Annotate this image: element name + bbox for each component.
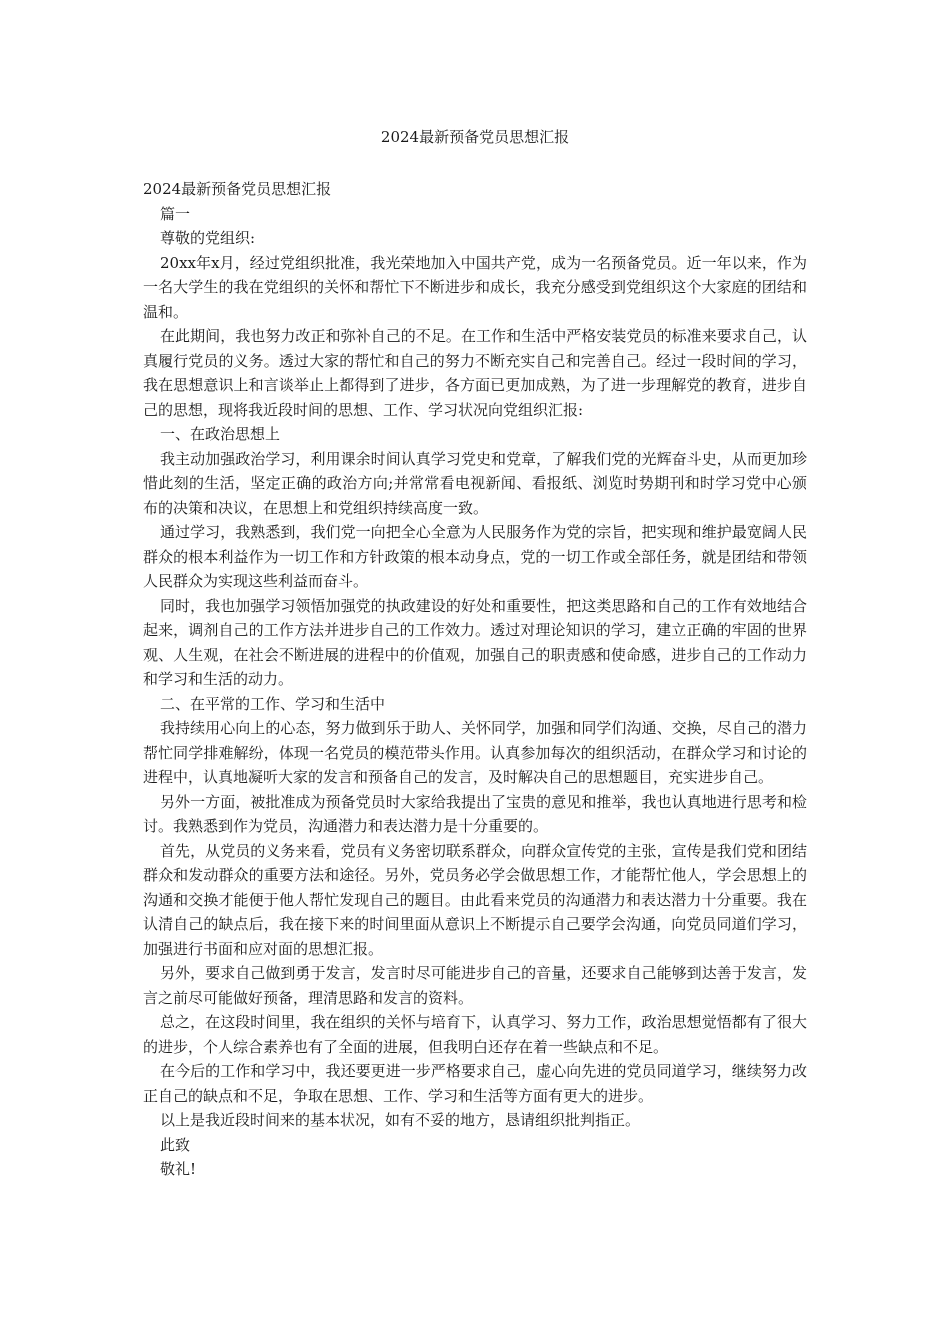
- document-title: 2024最新预备党员思想汇报: [380, 128, 570, 146]
- paragraph: 另外一方面，被批准成为预备党员时大家给我提出了宝贵的意见和推举，我也认真地进行思考和检讨。我熟悉到作为党员，沟通潜力和表达潜力是十分重要的。: [143, 792, 807, 835]
- paragraph: 20xx年x月，经过党组织批准，我光荣地加入中国共产党，成为一名预备党员。近一年以来，作为一名大学生的我在党组织的关怀和帮忙下不断进步和成长，我充分感受到党组织这个大家庭的团结和温和。: [143, 253, 807, 321]
- paragraph: 总之，在这段时间里，我在组织的关怀与培育下，认真学习、努力工作，政治思想觉悟都有了很大的进步，个人综合素养也有了全面的进展，但我明白还存在着一些缺点和不足。: [143, 1013, 807, 1056]
- document-body: [143, 177, 807, 1182]
- paragraph: 在此期间，我也努力改正和弥补自己的不足。在工作和生活中严格安装党员的标准来要求自己，认真履行党员的义务。透过大家的帮忙和自己的努力不断充实自己和完善自己。经过一段时间的学习，我在思想意识上和言谈举止上都得到了进步，各方面已更加成熟，为了进一步理解党的教育，进步自己的思想，现将我近段时间的思想、工作、学习状况向党组织汇报:: [143, 327, 807, 419]
- paragraph: 我主动加强政治学习，利用课余时间认真学习党史和党章，了解我们党的光辉奋斗史，从而更加珍惜此刻的生活，坚定正确的政治方向;并常常看电视新闻、看报纸、浏览时势期刊和时学习党中心颁布的决策和决议，在思想上和党组织持续高度一致。: [143, 449, 807, 517]
- paragraph: 首先，从党员的义务来看，党员有义务密切联系群众，向群众宣传党的主张，宣传是我们党和团结群众和发动群众的重要方法和途径。另外，党员务必学会做思想工作，才能帮忙他人，学会思想上的沟通和交换才能便于他人帮忙发现自己的题目。由此看来党员的沟通潜力和表达潜力十分重要。我在认清自己的缺点后，我在接下来的时间里面从意识上不断提示自己要学会沟通，向党员同道们学习，加强进行书面和应对面的思想汇报。: [143, 841, 807, 958]
- section-heading: 二、在平常的工作、学习和生活中: [160, 694, 386, 713]
- paragraph: 我持续用心向上的心态，努力做到乐于助人、关怀同学，加强和同学们沟通、交换，尽自己的潜力帮忙同学排难解纷，体现一名党员的模范带头作用。认真参加每次的组织活动，在群众学习和讨论的进程中，认真地凝听大家的发言和预备自己的发言，及时解决自己的思想题目，充实进步自己。: [143, 719, 807, 786]
- document-subtitle: 2024最新预备党员思想汇报: [143, 180, 332, 198]
- section-heading: 一、在政治思想上: [160, 425, 281, 443]
- section-label: 篇一: [160, 204, 191, 223]
- closing-line: 此致: [160, 1135, 191, 1154]
- paragraph: 通过学习，我熟悉到，我们党一向把全心全意为人民服务作为党的宗旨，把实现和维护最宽阔人民群众的根本利益作为一切工作和方针政策的根本动身点，党的一切工作或全部任务，就是团结和带领人民群众为实现这些利益而奋斗。: [143, 523, 807, 590]
- paragraph: 同时，我也加强学习领悟加强党的执政建设的好处和重要性，把这类思路和自己的工作有效地结合起来，调剂自己的工作方法并进步自己的工作效力。透过对理论知识的学习，建立正确的牢固的世界观、人生观，在社会不断进展的进程中的价值观，加强自己的职责感和使命感，进步自己的工作动力和学习和生活的动力。: [143, 596, 807, 688]
- paragraph: 另外，要求自己做到勇于发言，发言时尽可能进步自己的音量，还要求自己能够到达善于发言，发言之前尽可能做好预备，理清思路和发言的资料。: [143, 964, 807, 1007]
- closing-salute: 敬礼!: [160, 1160, 197, 1178]
- paragraph: 在今后的工作和学习中，我还要更进一步严格要求自己，虚心向先进的党员同道学习，继续努力改正自己的缺点和不足，争取在思想、工作、学习和生活等方面有更大的进步。: [143, 1062, 807, 1105]
- salutation: 尊敬的党组织:: [160, 229, 256, 247]
- paragraph: 以上是我近段时间来的基本状况，如有不妥的地方，恳请组织批判指正。: [160, 1111, 641, 1129]
